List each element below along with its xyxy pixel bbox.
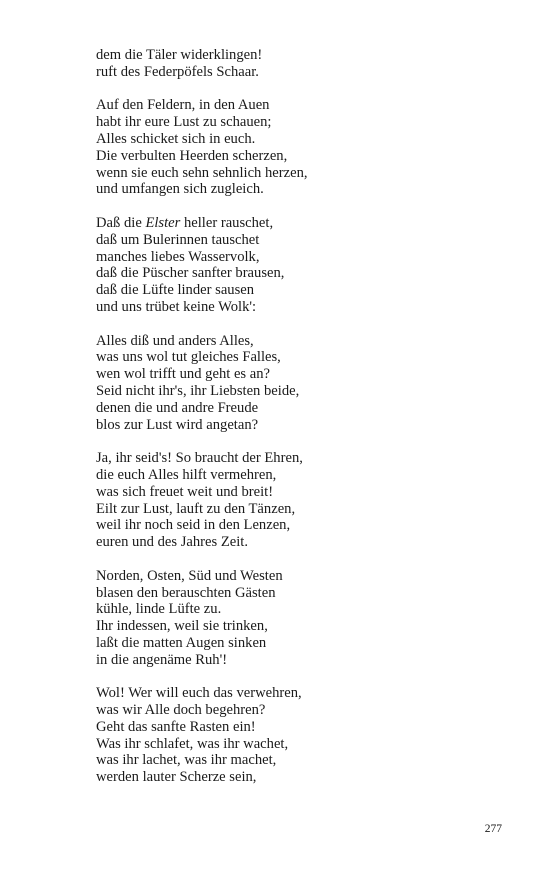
stanza	[96, 333, 496, 434]
verse-line: Alles schicket sich in euch.	[96, 130, 256, 147]
verse-line: was wir Alle doch begehren?	[96, 702, 266, 719]
verse-line: in die angenäme Ruh'!	[96, 651, 228, 668]
stanza	[96, 215, 496, 316]
verse-line: ruft des Federpöfels Schaar.	[96, 63, 259, 80]
verse-line: kühle, linde Lüfte zu.	[96, 601, 222, 618]
stanza	[96, 47, 496, 81]
verse-line: habt ihr eure Lust zu schauen;	[96, 114, 272, 131]
verse-italic-word: Elster	[145, 214, 181, 231]
poem-text	[96, 47, 496, 803]
verse-line: die euch Alles hilft vermehren,	[96, 466, 277, 483]
verse-line: laßt die matten Augen sinken	[96, 634, 267, 651]
verse-line: daß die Lüfte linder sausen	[96, 282, 255, 299]
stanza	[96, 685, 496, 786]
verse-line: daß um Bulerinnen tauschet	[96, 231, 260, 248]
verse-line: Wol! Wer will euch das verwehren,	[96, 685, 302, 702]
verse-line: Die verbulten Heerden scherzen,	[96, 147, 288, 164]
verse-line: und umfangen sich zugleich.	[96, 181, 264, 198]
verse-line: Seid nicht ihr's, ihr Liebsten beide,	[96, 382, 300, 399]
stanza	[96, 97, 496, 198]
verse-line: was uns wol tut gleiches Falles,	[96, 349, 281, 366]
verse-line: werden lauter Scherze sein,	[96, 769, 257, 786]
verse-line: Auf den Feldern, in den Auen	[96, 97, 270, 114]
verse-line: Eilt zur Lust, lauft zu den Tänzen,	[96, 500, 296, 517]
verse-line: was sich freuet weit und breit!	[96, 483, 274, 500]
verse-line: und uns trübet keine Wolk':	[96, 298, 257, 315]
stanza	[96, 568, 496, 669]
verse-line: blasen den berauschten Gästen	[96, 584, 276, 601]
verse-line: Was ihr schlafet, was ihr wachet,	[96, 735, 289, 752]
verse-line	[96, 215, 496, 232]
verse-line: Ja, ihr seid's! So braucht der Ehren,	[96, 450, 303, 467]
verse-line: dem die Täler widerklingen!	[96, 47, 263, 63]
verse-line: manches liebes Wasservolk,	[96, 248, 260, 265]
verse-line: Alles diß und anders Alles,	[96, 332, 254, 349]
verse-line: was ihr lachet, was ihr machet,	[96, 752, 277, 769]
verse-line: wenn sie euch sehn sehnlich herzen,	[96, 164, 308, 181]
verse-line: weil ihr noch seid in den Lenzen,	[96, 517, 291, 534]
verse-line: Ihr indessen, weil sie trinken,	[96, 618, 268, 635]
verse-line: Norden, Osten, Süd und Westen	[96, 567, 283, 584]
verse-line: euren und des Jahres Zeit.	[96, 534, 248, 551]
verse-line: daß die Püscher sanfter brausen,	[96, 265, 285, 282]
verse-text: Daß die	[96, 214, 146, 231]
page-number: 277	[484, 823, 502, 835]
verse-line: Geht das sanfte Rasten ein!	[96, 718, 256, 735]
verse-line: wen wol trifft und geht es an?	[96, 366, 270, 383]
verse-line: denen die und andre Freude	[96, 399, 259, 416]
verse-text: heller rauschet,	[180, 214, 274, 231]
verse-line: blos zur Lust wird angetan?	[96, 416, 259, 433]
stanza	[96, 450, 496, 551]
